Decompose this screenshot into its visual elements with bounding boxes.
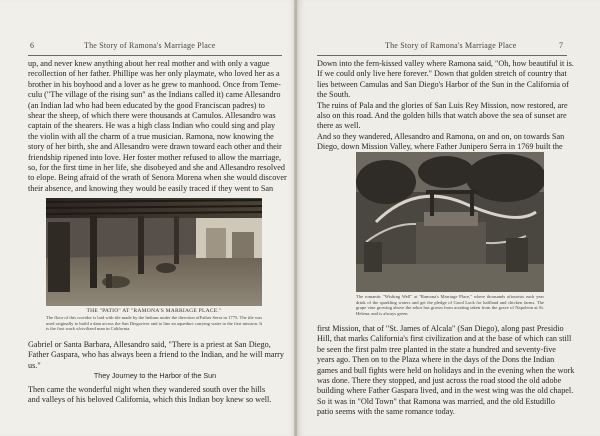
patio-photo — [46, 198, 262, 306]
text-line: their absence, and knowing they would be easily traced if they went to San — [28, 183, 274, 193]
patio-photo-image — [46, 198, 262, 306]
text-line: If we could only live here forever." Down that golden stretch of country that — [317, 69, 567, 79]
text-line: so, for the first time in her life, she disobeyed and she and Allesandro resolved — [28, 163, 285, 173]
text-line: games and bull fights were held on holidays and in the evening when the work — [317, 365, 575, 375]
text-line: Diego, down Mission Valley, where Father Junipero Serra in 1769 built the — [317, 142, 563, 152]
text-line: up, and never knew anything about her real mother and with only a vague — [28, 59, 270, 68]
text-line: the South. — [317, 90, 351, 100]
caption-line: Father Serra in 1775. The tile was used originally to build a dam across the San Diego — [46, 315, 262, 326]
patio-caption-title: THE "PATIO" AT "RAMONA'S MARRIAGE PLACE." — [86, 308, 222, 314]
text-line: shear the sheep, of which there were thousands at Camulos. Allesandro was — [28, 111, 276, 121]
wishing-well-photo-image — [356, 152, 544, 292]
text-line: recollection of her father. Phillipe was her only playmate, who loved her as a — [28, 69, 280, 79]
text-line: friendship ripened into love. Her foster mother refused to allow the marriage, — [28, 152, 282, 162]
text-line: was done. There they stopped, and just across the road stood the old adobe — [317, 376, 562, 386]
text-line: us." — [28, 360, 41, 370]
right-running-head: The Story of Ramona's Marriage Place — [385, 41, 517, 50]
right-page-number: 7 — [559, 41, 563, 50]
text-line: captain of the shearers. He was a high class Indian who could sing and play — [28, 121, 276, 131]
text-line: culu ("The village of the rising sun" as the Indians called it) came Allesandro — [28, 90, 281, 100]
text-line: brother in his boyhood and a lover as he grew to manhood. Once from Teme- — [28, 79, 281, 89]
patio-caption-body — [46, 315, 262, 332]
text-line: The ruins of Pala and the glories of San Luis Rey Mission, now restored, are — [317, 100, 568, 110]
text-line: there as well. — [317, 121, 361, 131]
text-line: and valleys of his beloved California, which this Indian boy knew so well. — [28, 395, 272, 405]
text-line: years ago. Then on to the Plaza where in the days of the Dons the Indian — [317, 355, 555, 365]
text-line: first Mission, that of "St. James of Alcala" (San Diego), along past Presidio — [317, 324, 564, 333]
text-line: And so they wandered, Allesandro and Ramona, on and on, on towards San — [317, 131, 565, 141]
right-bottom-paragraph — [317, 324, 575, 418]
caption-line: tourists each year drink of the sparkling waters and get the pledge of Good Luck for half — [356, 294, 544, 305]
caption-line: civilized man in California. — [79, 326, 131, 332]
left-page — [0, 0, 296, 436]
left-running-head: The Story of Ramona's Marriage Place — [84, 41, 216, 50]
text-line: (an Indian lad who had been educated by the good Franciscan padres) to — [28, 100, 265, 110]
text-line: So it was in "Old Town" that Ramona was married, and the old Estudillo — [317, 396, 555, 406]
text-line: story of her birth, she and Allesandro were drawn toward each other and their — [28, 142, 282, 152]
text-line: Hill, that marks California's first civilization and at the base of which can still — [317, 334, 572, 344]
right-page — [297, 0, 600, 436]
text-line: Father Gaspara, who has always been a friend to the Indian, and he will marry — [28, 350, 284, 360]
left-final-paragraph — [28, 385, 282, 406]
section-heading: They Journey to the Harbor of the Sun — [93, 371, 217, 380]
caption-line: The romantic "Wishing Well" at "Ramona's Marriage Place," where thousands of — [356, 294, 511, 299]
left-top-paragraph — [28, 59, 287, 194]
right-top-paragraph — [317, 59, 574, 153]
wishing-well-caption — [356, 294, 544, 316]
right-header-rule — [317, 55, 567, 56]
left-after-figure-paragraph — [28, 340, 282, 371]
text-line: building where Father Gaspara lived, and in the west wing was the old chapel. — [317, 386, 574, 396]
text-line: Then came the wonderful night when they wandered south over the hills — [28, 385, 266, 394]
text-line: Down into the fern-kissed valley where Ramona said, "Oh, how beautiful it is. — [317, 59, 574, 68]
text-line: Gabriel or Santa Barbara, Allesandro said, "There is a priest at San Diego, — [28, 340, 271, 349]
caption-line: river and to line an aqueduct carrying water to the first mission. It is the first work of — [46, 320, 262, 332]
text-line: patio seems with the same romance today. — [317, 407, 455, 417]
text-line: also on this road. And the golden hills that watch above the sea of sunset are — [317, 111, 567, 121]
text-line: be seen the first palm tree planted in the state a hundred and seventy-five — [317, 344, 556, 354]
text-line: to elope. Being afraid of the wrath of Senora Morena when she would discover — [28, 173, 287, 183]
text-line: lies between Camulas and San Diego's Harbor of the Sun in the California of — [317, 79, 569, 89]
left-page-number: 6 — [30, 41, 34, 50]
caption-line: The floor of this corridor is laid with tile made by the Indians under the direction of — [46, 315, 200, 320]
wishing-well-photo — [356, 152, 544, 292]
left-header-rule — [28, 55, 282, 56]
caption-line: land and chicken farms. The grape vine growing above the arbor has grown from a — [356, 299, 544, 311]
text-line: the violin with all the charm of a true musician. Ramona, now knowing the — [28, 131, 274, 141]
caption-line: cutting taken from the grave of Napoleon at St. Helena, and is always green. — [356, 305, 544, 316]
